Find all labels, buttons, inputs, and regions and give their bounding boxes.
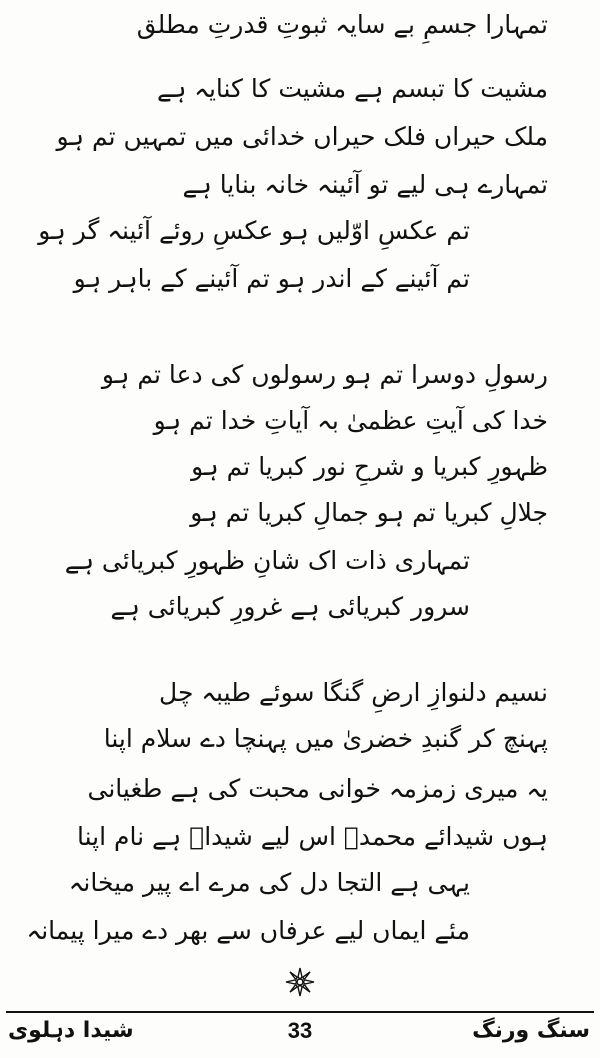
stanza-3-line-5: یہی ہے التجا دل کی مرے اے پیر میخانہ: [68, 868, 470, 897]
stanza-2-line-6: سرور کبریائی ہے غرورِ کبریائی ہے: [110, 592, 470, 621]
stanza-1-line-3: ملک حیراں فلک حیراں خدائی میں تمہیں تم ہو: [56, 122, 548, 151]
footer-divider: [6, 1011, 594, 1013]
stanza-2-line-3: ظہورِ کبریا و شرحِ نور کبریا تم ہو: [191, 452, 548, 481]
stanza-3-line-1: نسیم دلنوازِ ارضِ گنگا سوئے طیبہ چل: [159, 678, 548, 707]
stanza-1-line-2: مشیت کا تبسم ہے مشیت کا کنایہ ہے: [157, 74, 548, 103]
stanza-1-line-6: تم آئینے کے اندر ہو تم آئینے کے باہر ہو: [73, 264, 470, 293]
stanza-3-line-6: مئے ایماں لیے عرفاں سے بھر دے میرا پیمانہ: [26, 916, 470, 945]
stanza-2-line-5: تمہاری ذات اک شانِ ظہورِ کبریائی ہے: [64, 546, 470, 575]
page-number: 33: [287, 1018, 313, 1043]
star-flower-ornament-icon: [284, 966, 316, 998]
stanza-1-line-1: تمہارا جسمِ بے سایہ ثبوتِ قدرتِ مطلق: [136, 10, 548, 39]
stanza-2-line-1: رسولِ دوسرا تم ہو رسولوں کی دعا تم ہو: [101, 360, 548, 389]
stanza-3-line-3: یہ میری زمزمہ خوانی محبت کی ہے طغیانی: [87, 774, 548, 803]
stanza-2-line-2: خدا کی آیتِ عظمیٰ بہ آیاتِ خدا تم ہو: [153, 406, 548, 435]
footer-book-title: سنگ ورنگ: [472, 1018, 590, 1043]
stanza-3-line-4: ہوں شیدائے محمدؐ اس لیے شیداؔ ہے نام اپنا: [76, 822, 548, 851]
footer-author: شیدا دہلوی: [8, 1018, 134, 1043]
stanza-3-line-2: پہنچ کر گنبدِ خضریٰ میں پہنچا دے سلام اپنا: [103, 724, 548, 753]
stanza-2-line-4: جلالِ کبریا تم ہو جمالِ کبریا تم ہو: [190, 498, 548, 527]
stanza-1-line-4: تمہارے ہی لیے تو آئینہ خانہ بنایا ہے: [182, 170, 548, 199]
stanza-1-line-5: تم عکسِ اوّلیں ہو عکسِ روئے آئینہ گر ہو: [38, 216, 470, 245]
